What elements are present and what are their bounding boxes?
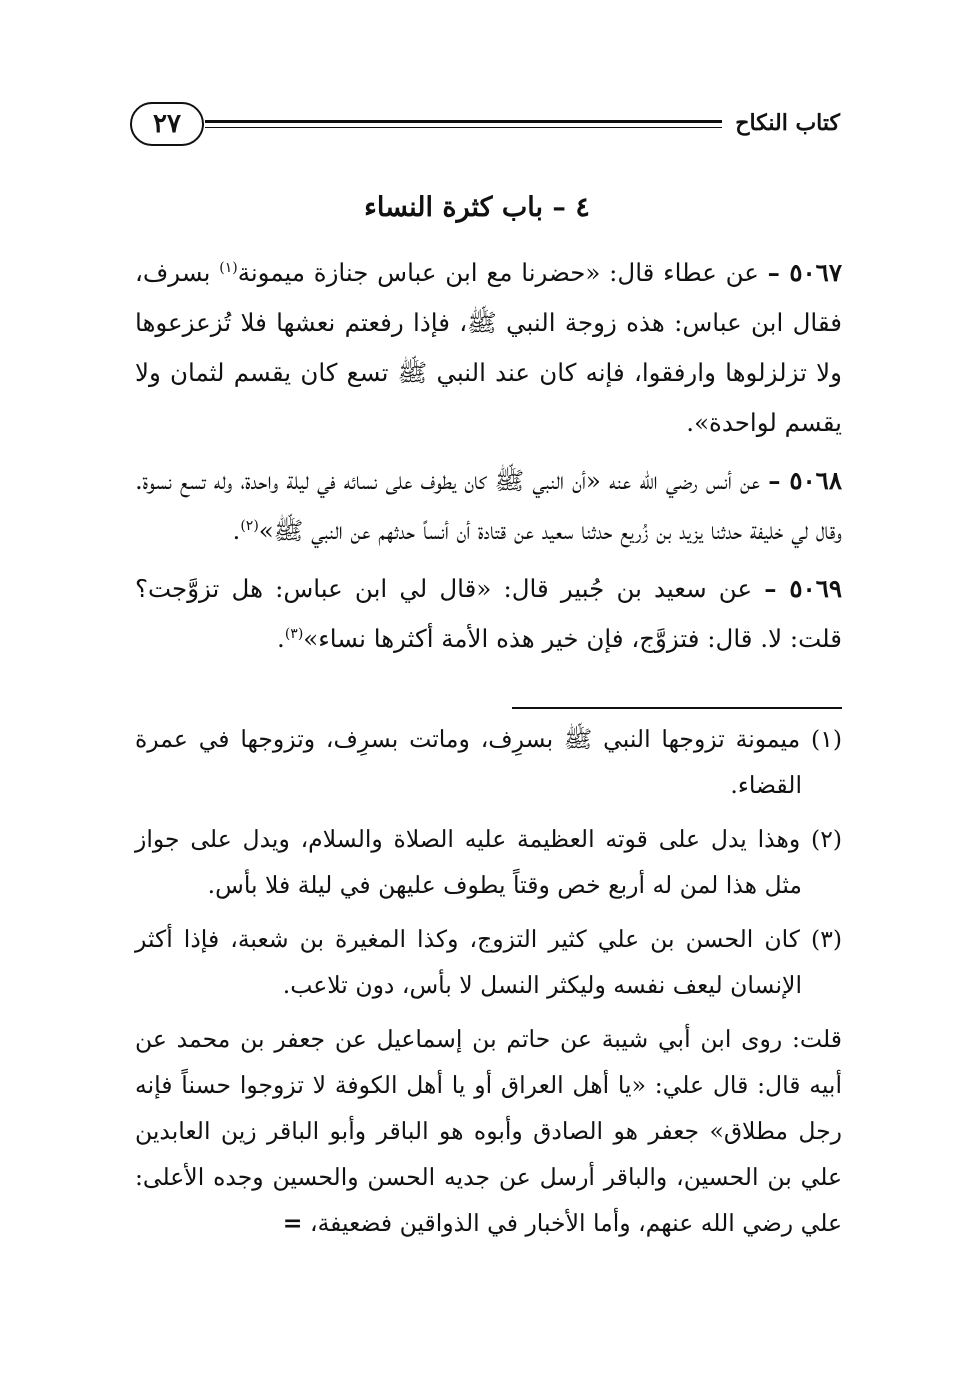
hadith-5068 xyxy=(135,456,842,556)
editor-note xyxy=(135,1016,842,1246)
hadith-number: ٥٠٦٩ – xyxy=(764,574,843,603)
footnote-1 xyxy=(135,716,842,808)
footnote-text: وهذا يدل على قوته العظيمة عليه الصلاة والسلام، ويدل على جواز مثل هذا لمن له أربع خص وقتاً يطوف عليهن في ليلة فلا بأس. xyxy=(135,825,802,899)
footnote-label: (٢) xyxy=(811,825,842,853)
running-header xyxy=(130,100,840,160)
continuation-mark: = xyxy=(282,1209,303,1237)
chapter-heading: ٤ – باب كثرة النساء xyxy=(364,192,590,223)
hadith-text-cont: . xyxy=(277,624,285,653)
header-rule-thick xyxy=(205,120,722,123)
hadith-body xyxy=(135,248,842,672)
hadith-text: عن أنس رضي الله عنه «أن النبي ﷺ كان يطوف على نسائه في ليلة واحدة، وله تسع نسوة. وقال لي خليفة حدثنا يزيد بن زُريع حدثنا سعيد عن قتادة أن أنساً حدثهم عن النبي ﷺ» xyxy=(135,466,842,545)
hadith-5067 xyxy=(135,248,842,448)
footnote-text: ميمونة تزوجها النبي ﷺ بسرِف، وماتت بسرِف، وتزوجها في عمرة القضاء. xyxy=(135,725,802,799)
footnote-text: كان الحسن بن علي كثير التزوج، وكذا المغيرة بن شعبة، فإذا أكثر الإنسان ليعف نفسه وليكثر النسل لا بأس، دون تلاعب. xyxy=(135,925,802,999)
footnote-label: (١) xyxy=(811,725,842,753)
hadith-5069 xyxy=(135,564,842,664)
header-rule-thin xyxy=(205,127,722,128)
hadith-number: ٥٠٦٨ – xyxy=(768,466,842,495)
book-section-title: كتاب النكاح xyxy=(735,110,840,136)
hadith-text-cont: بسرف، فقال ابن عباس: هذه زوجة النبي ﷺ، فإذا رفعتم نعشها فلا تُزعزعوها ولا تزلزلوها وارفقوا، فإنه كان عند النبي ﷺ تسع كان يقسم لثمان ولا يقسم لواحدة». xyxy=(135,258,842,437)
hadith-text: عن عطاء قال: «حضرنا مع ابن عباس جنازة ميمونة xyxy=(237,258,759,287)
page-number: ٢٧ xyxy=(130,102,204,146)
header-rule xyxy=(205,120,722,132)
hadith-number: ٥٠٦٧ – xyxy=(767,258,842,287)
footnote-2 xyxy=(135,816,842,908)
footnote-label: (٣) xyxy=(811,925,842,953)
hadith-text: عن سعيد بن جُبير قال: «قال لي ابن عباس: هل تزوَّجت؟ قلت: لا. قال: فتزوَّج، فإن خير هذه الأمة أكثرها نساء» xyxy=(135,574,842,653)
footnote-ref: (١) xyxy=(219,259,238,276)
footnote-ref: (٣) xyxy=(284,625,304,642)
footnote-separator xyxy=(512,707,842,709)
hadith-text-cont: . xyxy=(232,516,241,545)
footnotes xyxy=(135,716,842,1246)
footnote-ref: (٢) xyxy=(240,517,259,534)
editor-note-text: قلت: روى ابن أبي شيبة عن حاتم بن إسماعيل عن جعفر بن محمد عن أبيه قال: قال علي: «يا أهل العراق أو يا أهل الكوفة لا تزوجوا حسناً فإنه رجل مطلاق» جعفر هو الصادق وأبوه هو الباقر وأبو الباقر زين العابدين علي بن الحسين، والباقر أرسل عن جديه الحسن والحسين وجده الأعلى: علي رضي الله عنهم، وأما الأخبار في الذواقين فضعيفة، xyxy=(135,1025,842,1237)
footnote-3 xyxy=(135,916,842,1008)
